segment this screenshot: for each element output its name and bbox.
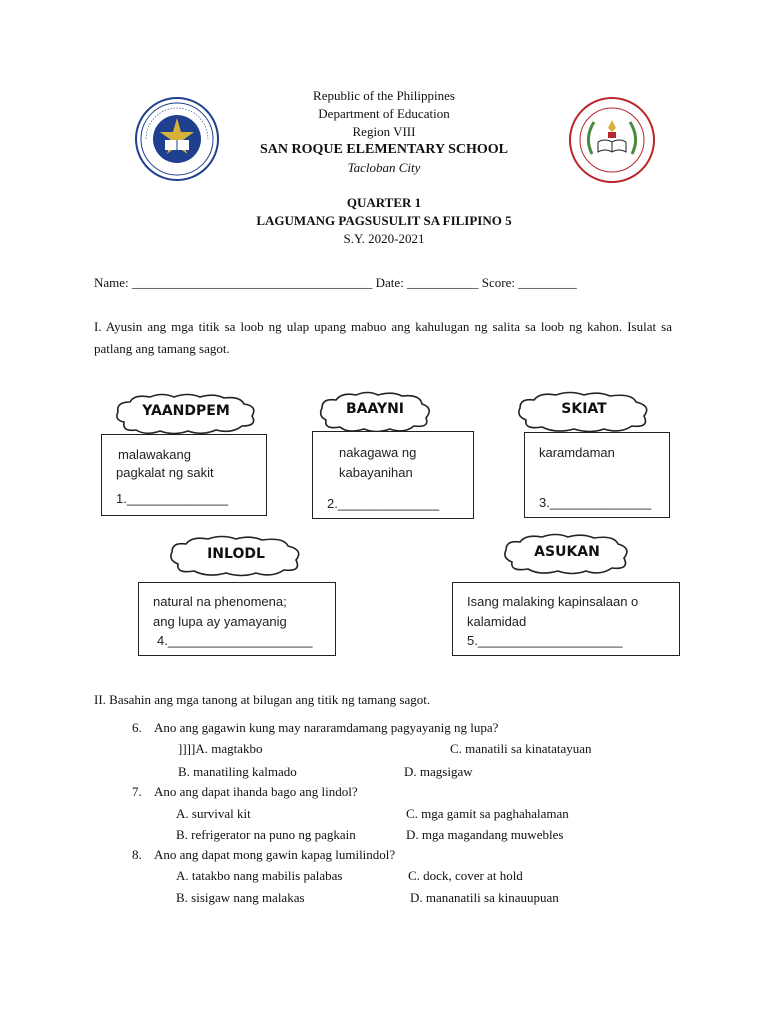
answer-blank-2: 2.______________ [327,496,440,511]
header-region: Region VIII [352,124,416,139]
question-7-option-a: A. survival kit [176,806,251,821]
header-city: Tacloban City [347,160,421,175]
question-8-text: Ano ang dapat mong gawin kapag lumilindol? [154,847,396,862]
question-8-option-a: A. tatakbo nang mabilis palabas [176,868,343,883]
definition-2-line1: nakagawa ng [339,445,417,460]
question-6-text: Ano ang gagawin kung may nararamdamang pagyayanig ng lupa? [154,720,499,735]
header-school-name: SAN ROQUE ELEMENTARY SCHOOL [259,142,509,157]
answer-blank-5: 5.____________________ [467,633,623,648]
question-8-option-b: B. sisigaw nang malakas [176,890,305,905]
header-department: Department of Education [318,106,450,121]
definition-5-line2: kalamidad [467,614,527,629]
question-7-number: 7. [132,784,142,799]
answer-blank-4: 4.____________________ [157,633,313,648]
header-republic: Republic of the Philippines [313,88,455,103]
cloud-item-4 [166,534,306,578]
definition-5-line1: Isang malaking kapinsalaan o [467,594,639,609]
definition-box-1 [101,434,267,516]
definition-4-line1: natural na phenomena; [153,594,287,609]
question-8-option-d: D. mananatili sa kinauupuan [410,890,559,905]
answer-blank-3: 3.______________ [539,495,652,510]
question-6-option-a: ]]]]A. magtakbo [178,741,263,756]
name-date-score-line: Name: _____________________________________ Date: ___________ Score: _________ [94,275,577,290]
definition-box-4 [138,582,336,656]
cloud-label-1: YAANDPEM [142,403,230,419]
definition-1-line2: pagkalat ng sakit [116,465,214,480]
cloud-label-4: INLODL [207,546,265,562]
header-quarter: QUARTER 1 [346,195,422,210]
header-test-title: LAGUMANG PAGSUSULIT SA FILIPINO 5 [256,213,512,228]
question-6-number: 6. [132,720,142,735]
question-6-option-d: D. magsigaw [404,764,473,779]
definition-1-line1: malawakang [118,447,191,462]
part2-instructions: II. Basahin ang mga tanong at bilugan ang titik ng tamang sagot. [94,692,431,707]
cloud-item-2 [316,390,434,434]
part1-instructions: I. Ayusin ang mga titik sa loob ng ulap upang mabuo ang kahulugan ng salita sa loob ng kahon. Isulat sa patlang ang tamang sagot. [94,319,672,356]
definition-2-line2: kabayanihan [339,465,413,480]
answer-blank-1: 1.______________ [116,491,229,506]
question-7-option-b: B. refrigerator na puno ng pagkain [176,827,356,842]
question-6-option-b: B. manatiling kalmado [178,764,297,779]
cloud-item-5 [500,532,634,576]
cloud-item-3 [514,390,654,434]
question-8-option-c: C. dock, cover at hold [408,868,523,883]
definition-3-line1: karamdaman [539,445,615,460]
cloud-item-1 [112,392,260,436]
question-7-option-c: C. mga gamit sa paghahalaman [406,806,569,821]
cloud-label-3: SKIAT [561,401,607,417]
question-7-text: Ano ang dapat ihanda bago ang lindol? [154,784,358,799]
definition-box-5 [452,582,680,656]
definition-box-2 [312,431,474,519]
definition-4-line2: ang lupa ay yamayanig [153,614,287,629]
cloud-label-2: BAAYNI [345,401,405,417]
definition-box-3 [524,432,670,518]
question-7-option-d: D. mga magandang muwebles [406,827,564,842]
cloud-label-5: ASUKAN [534,544,600,560]
header-school-year: S.Y. 2020-2021 [343,231,425,246]
question-8-number: 8. [132,847,142,862]
question-6-option-c: C. manatili sa kinatatayuan [450,741,592,756]
